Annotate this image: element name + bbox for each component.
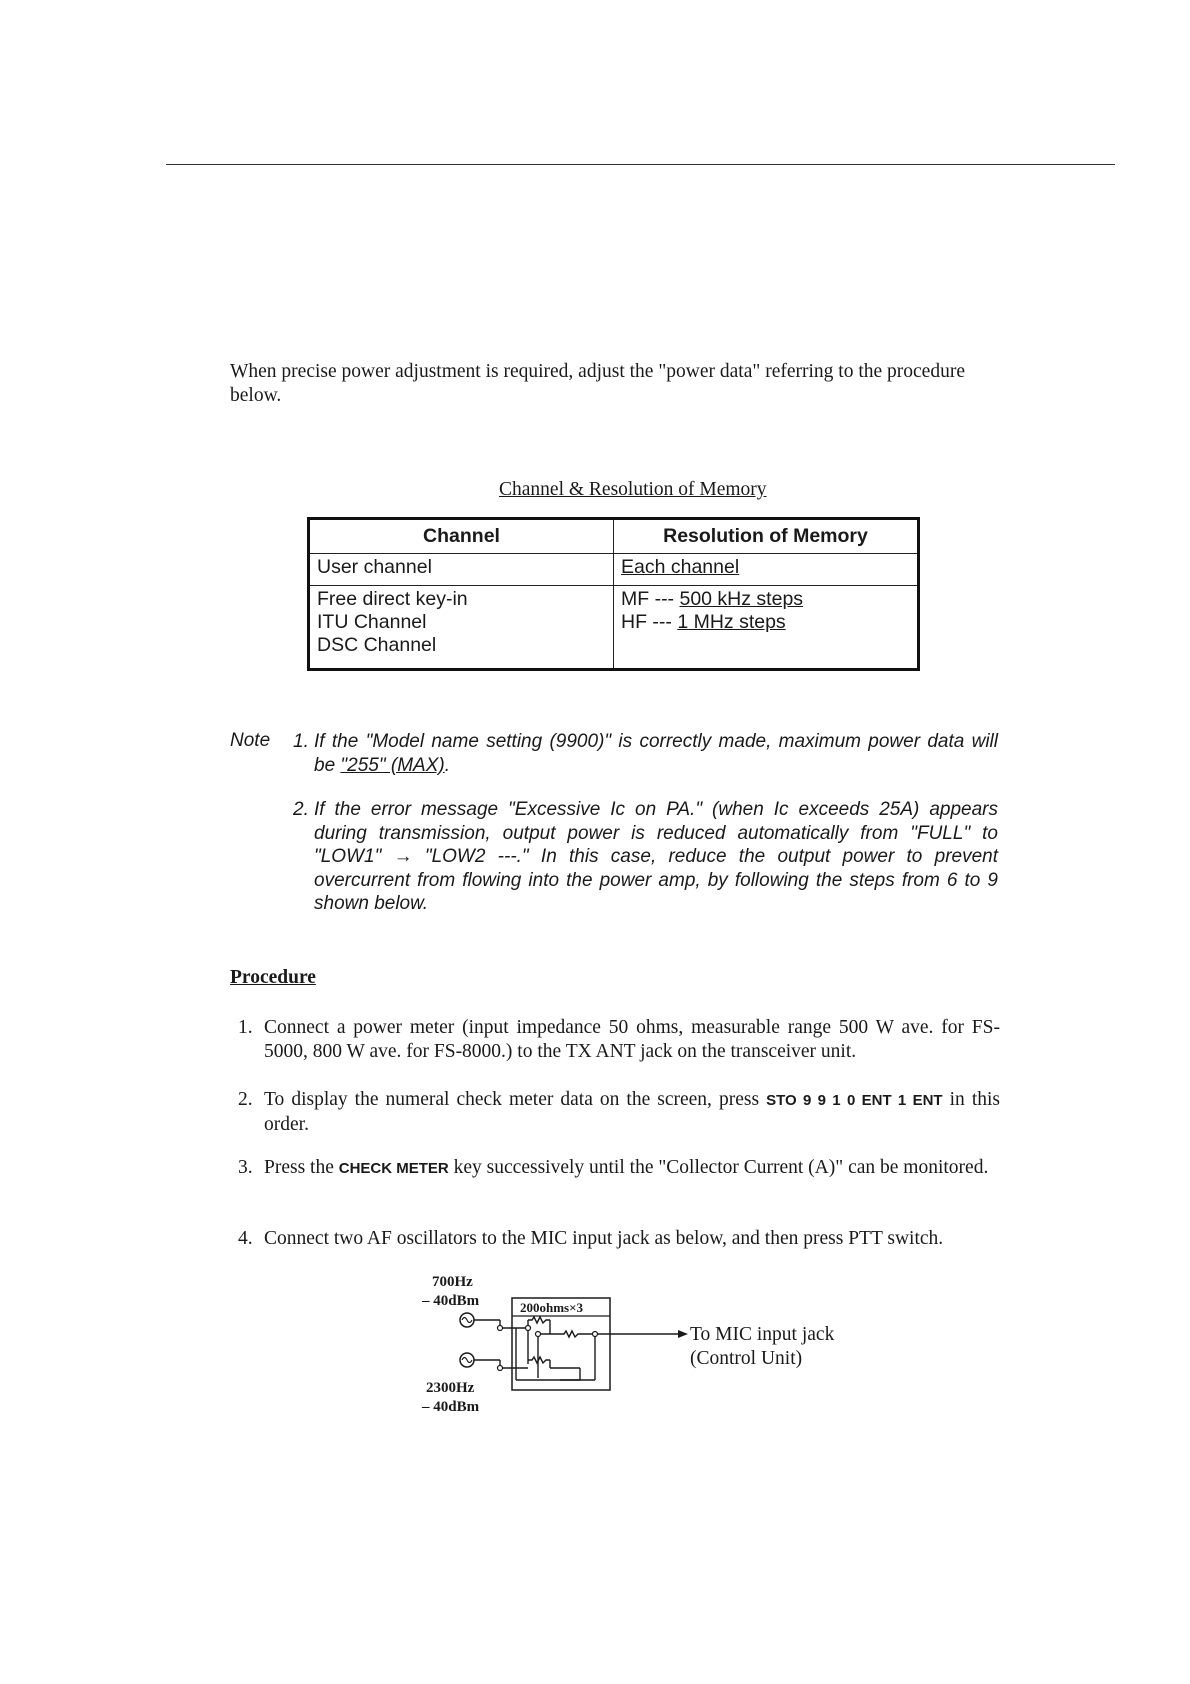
procedure-step-3	[238, 1156, 1000, 1181]
note-item-1	[293, 730, 998, 777]
output-label-line2: (Control Unit)	[690, 1348, 803, 1369]
header-resolution: Resolution of Memory	[614, 519, 919, 554]
table-row	[309, 554, 919, 586]
step-text-b: in this order.	[264, 1089, 1000, 1135]
memory-resolution-table	[307, 517, 920, 671]
osc2-frequency: 2300Hz	[426, 1380, 475, 1396]
step-text-b: key successively until the "Collector Current (A)" can be monitored.	[448, 1157, 989, 1178]
note-item-2	[293, 798, 998, 916]
osc2-level: – 40dBm	[422, 1399, 480, 1415]
mf-resolution	[621, 588, 910, 611]
note-text-a: If the "Model name setting (9900)" is correctly made, maximum power data will be	[314, 731, 998, 776]
header-channel: Channel	[309, 519, 614, 554]
step-number: 4.	[238, 1228, 253, 1249]
step-text-a: Press the	[264, 1157, 339, 1178]
channel-dsc: DSC Channel	[317, 633, 437, 656]
table-row	[309, 585, 919, 669]
cell-each-channel	[614, 554, 919, 586]
step-text	[264, 1088, 1000, 1137]
hf-value: 1 MHz steps	[677, 610, 786, 633]
step-number: 3.	[238, 1157, 253, 1178]
cell-user-channel: User channel	[309, 554, 614, 586]
procedure-step-2	[238, 1088, 1000, 1137]
note-text	[314, 730, 998, 777]
note-number: 1.	[293, 731, 309, 752]
step-number: 1.	[238, 1017, 253, 1038]
step-text	[264, 1156, 1000, 1181]
note-text: If the error message "Excessive Ic on PA." (when Ic exceeds 25A) appears during transmission, output power is reduced automatically from "FULL" to "LOW1" → "LOW2 ---." In this case, reduce the output power to prevent overcurrent from flowing into the power amp, by following the steps from 6 to 9 shown below.	[314, 799, 998, 914]
mf-value: 500 kHz steps	[679, 587, 804, 610]
intro-paragraph: When precise power adjustment is required, adjust the "power data" referring to the procedure below.	[230, 361, 965, 406]
cell-step-resolution	[614, 585, 919, 669]
step-text: Connect two AF oscillators to the MIC input jack as below, and then press PTT switch.	[264, 1228, 944, 1249]
output-arrowhead	[678, 1330, 688, 1338]
procedure-step-1	[238, 1016, 1000, 1064]
note-number: 2.	[293, 799, 309, 820]
key-sequence: STO 9 9 1 0 ENT 1 ENT	[766, 1092, 943, 1109]
output-label-line1: To MIC input jack	[690, 1324, 835, 1345]
channel-itu: ITU Channel	[317, 610, 427, 633]
osc1-level: – 40dBm	[422, 1293, 480, 1309]
max-value: "255" (MAX)	[340, 754, 445, 776]
each-channel-text: Each channel	[621, 556, 740, 578]
step-text: Connect a power meter (input impedance 50 ohms, measurable range 500 W ave. for FS-5000, 800 W ave. for FS-8000.) to the TX ANT jack on the transceiver unit.	[264, 1017, 1000, 1062]
header-rule	[166, 164, 1115, 165]
note-text-b: .	[444, 754, 450, 776]
resistor-label: 200ohms×3	[520, 1300, 584, 1315]
procedure-step-4	[238, 1227, 1000, 1251]
cell-direct-channels	[309, 585, 614, 669]
procedure-heading: Procedure	[230, 967, 316, 988]
oscillator-2-icon	[460, 1353, 474, 1367]
oscillator-wiring-diagram	[420, 1268, 860, 1418]
mf-label: MF ---	[621, 587, 680, 610]
oscillator-1-icon	[460, 1313, 474, 1327]
check-meter-key: CHECK METER	[338, 1160, 449, 1177]
hf-resolution	[621, 611, 910, 634]
osc1-frequency: 700Hz	[432, 1274, 473, 1290]
step-number: 2.	[238, 1089, 253, 1110]
step-text-a: To display the numeral check meter data on the screen, press	[264, 1089, 767, 1110]
table-header-row	[309, 519, 919, 554]
note-label: Note	[230, 730, 271, 751]
hf-label: HF ---	[621, 610, 678, 633]
wiring	[474, 1317, 682, 1380]
table-caption: Channel & Resolution of Memory	[499, 479, 767, 500]
channel-free-direct: Free direct key-in	[317, 587, 468, 610]
